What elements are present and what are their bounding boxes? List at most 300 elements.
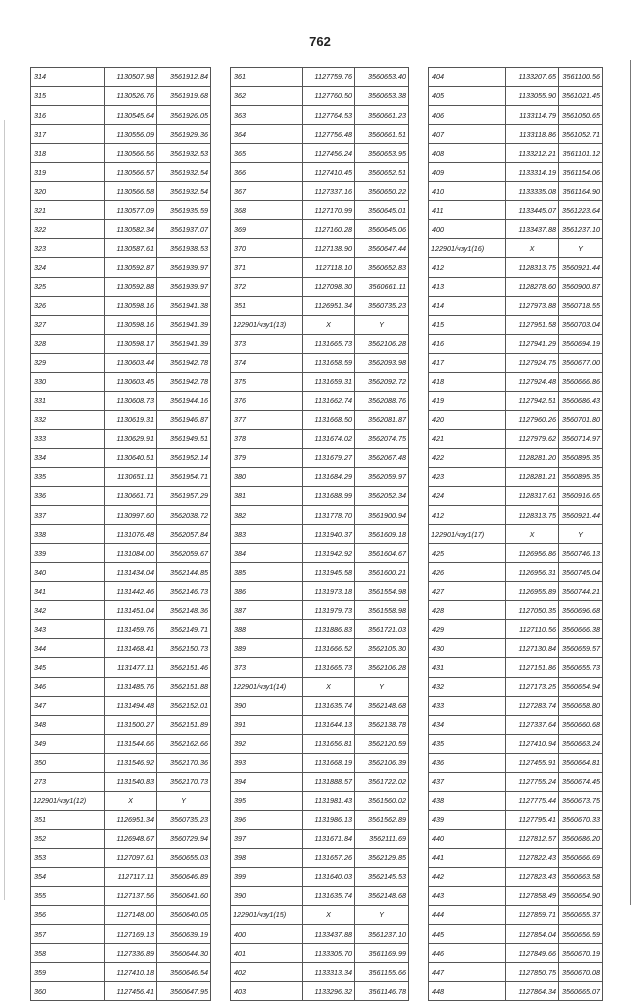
point-number: 405 xyxy=(429,87,506,106)
point-number: 326 xyxy=(31,296,105,315)
x-coordinate: 1131886.83 xyxy=(303,620,355,639)
point-number: 420 xyxy=(429,410,506,429)
y-coordinate: 3561944.16 xyxy=(157,391,211,410)
x-coordinate: 1130566.56 xyxy=(105,144,157,163)
point-number: 428 xyxy=(429,601,506,620)
section-header-row xyxy=(231,906,409,925)
x-column-header: X xyxy=(105,791,157,810)
section-label: 122901/чзу1(12) xyxy=(31,791,105,810)
table-row xyxy=(429,734,603,753)
point-number: 364 xyxy=(231,125,303,144)
point-number: 388 xyxy=(231,620,303,639)
table-row xyxy=(429,125,603,144)
x-coordinate: 1133445.07 xyxy=(506,201,559,220)
x-coordinate: 1127336.89 xyxy=(105,944,157,963)
x-coordinate: 1127283.74 xyxy=(506,696,559,715)
point-number: 412 xyxy=(429,258,506,277)
x-coordinate: 1127160.28 xyxy=(303,220,355,239)
table-row xyxy=(231,163,409,182)
table-row xyxy=(31,429,211,448)
x-coordinate: 1131973.18 xyxy=(303,582,355,601)
point-number: 432 xyxy=(429,677,506,696)
x-coordinate: 1126951.34 xyxy=(303,296,355,315)
y-coordinate: 3560661.11 xyxy=(355,277,409,296)
y-coordinate: 3560735.23 xyxy=(157,810,211,829)
y-coordinate: 3560653.38 xyxy=(355,87,409,106)
point-number: 316 xyxy=(31,106,105,125)
y-coordinate: 3560655.37 xyxy=(559,906,603,925)
y-coordinate: 3561050.65 xyxy=(559,106,603,125)
table-row xyxy=(429,296,603,315)
x-coordinate: 1131945.58 xyxy=(303,563,355,582)
y-coordinate: 3560895.35 xyxy=(559,448,603,467)
table-row xyxy=(231,506,409,525)
y-coordinate: 3560652.51 xyxy=(355,163,409,182)
y-coordinate: 3562081.87 xyxy=(355,410,409,429)
table-row xyxy=(231,487,409,506)
table-row xyxy=(429,601,603,620)
x-coordinate: 1131540.83 xyxy=(105,772,157,791)
section-label: 122901/чзу1(17) xyxy=(429,525,506,544)
point-number: 317 xyxy=(31,125,105,144)
table-row xyxy=(31,772,211,791)
table-row xyxy=(31,696,211,715)
x-coordinate: 1130603.44 xyxy=(105,353,157,372)
section-header-row xyxy=(429,239,603,258)
y-coordinate: 3560663.58 xyxy=(559,867,603,886)
point-number: 328 xyxy=(31,334,105,353)
point-number: 371 xyxy=(231,258,303,277)
y-coordinate: 3562162.66 xyxy=(157,734,211,753)
y-coordinate: 3562151.46 xyxy=(157,658,211,677)
table-row xyxy=(429,391,603,410)
point-number: 416 xyxy=(429,334,506,353)
point-number: 332 xyxy=(31,410,105,429)
y-column-header: Y xyxy=(355,677,409,696)
point-number: 315 xyxy=(31,87,105,106)
table-row xyxy=(429,353,603,372)
x-coordinate: 1131665.73 xyxy=(303,658,355,677)
table-row xyxy=(31,734,211,753)
x-coordinate: 1130603.45 xyxy=(105,372,157,391)
x-coordinate: 1131442.46 xyxy=(105,582,157,601)
point-number: 330 xyxy=(31,372,105,391)
y-coordinate: 3560658.80 xyxy=(559,696,603,715)
y-coordinate: 3560650.22 xyxy=(355,182,409,201)
table-row xyxy=(231,791,409,810)
table-row xyxy=(429,106,603,125)
section-label: 122901/чзу1(15) xyxy=(231,906,303,925)
y-coordinate: 3560900.87 xyxy=(559,277,603,296)
table-row xyxy=(31,887,211,906)
x-coordinate: 1126955.89 xyxy=(506,582,559,601)
x-coordinate: 1131986.13 xyxy=(303,810,355,829)
table-row xyxy=(31,391,211,410)
point-number: 381 xyxy=(231,487,303,506)
y-coordinate: 3560666.86 xyxy=(559,372,603,391)
y-coordinate: 3560735.23 xyxy=(355,296,409,315)
table-row xyxy=(31,925,211,944)
point-number: 426 xyxy=(429,563,506,582)
table-row xyxy=(429,429,603,448)
x-coordinate: 1131494.48 xyxy=(105,696,157,715)
point-number: 422 xyxy=(429,448,506,467)
y-coordinate: 3560659.57 xyxy=(559,639,603,658)
point-number: 418 xyxy=(429,372,506,391)
section-header-row xyxy=(231,677,409,696)
x-coordinate: 1133305.70 xyxy=(303,944,355,963)
point-number: 435 xyxy=(429,734,506,753)
point-number: 325 xyxy=(31,277,105,296)
point-number: 436 xyxy=(429,753,506,772)
y-coordinate: 3561154.06 xyxy=(559,163,603,182)
table-row xyxy=(429,334,603,353)
point-number: 406 xyxy=(429,106,506,125)
y-coordinate: 3560646.89 xyxy=(157,867,211,886)
point-number: 338 xyxy=(31,525,105,544)
x-coordinate: 1131679.27 xyxy=(303,448,355,467)
x-coordinate: 1130592.88 xyxy=(105,277,157,296)
y-coordinate: 3561237.10 xyxy=(559,220,603,239)
y-coordinate: 3561952.14 xyxy=(157,448,211,467)
point-number: 434 xyxy=(429,715,506,734)
x-column-header: X xyxy=(506,239,559,258)
y-coordinate: 3561941.39 xyxy=(157,334,211,353)
point-number: 345 xyxy=(31,658,105,677)
x-coordinate: 1131635.74 xyxy=(303,887,355,906)
x-coordinate: 1131544.66 xyxy=(105,734,157,753)
y-coordinate: 3561937.07 xyxy=(157,220,211,239)
x-coordinate: 1130566.57 xyxy=(105,163,157,182)
point-number: 400 xyxy=(429,220,506,239)
x-coordinate: 1127764.53 xyxy=(303,106,355,125)
x-coordinate: 1127850.75 xyxy=(506,963,559,982)
x-coordinate: 1133314.19 xyxy=(506,163,559,182)
y-coordinate: 3560670.19 xyxy=(559,944,603,963)
table-row xyxy=(231,182,409,201)
y-coordinate: 3560646.54 xyxy=(157,963,211,982)
point-number: 374 xyxy=(231,353,303,372)
y-coordinate: 3560655.03 xyxy=(157,848,211,867)
x-coordinate: 1127130.84 xyxy=(506,639,559,658)
x-coordinate: 1130545.64 xyxy=(105,106,157,125)
table-row xyxy=(31,487,211,506)
table-row xyxy=(231,353,409,372)
x-coordinate: 1127822.43 xyxy=(506,848,559,867)
table-row xyxy=(429,506,603,525)
y-coordinate: 3562059.67 xyxy=(157,544,211,563)
y-coordinate: 3560686.20 xyxy=(559,829,603,848)
y-coordinate: 3561939.97 xyxy=(157,277,211,296)
point-number: 327 xyxy=(31,315,105,334)
point-number: 442 xyxy=(429,867,506,886)
point-number: 273 xyxy=(31,772,105,791)
x-coordinate: 1131942.92 xyxy=(303,544,355,563)
y-coordinate: 3561939.97 xyxy=(157,258,211,277)
table-row xyxy=(429,258,603,277)
y-coordinate: 3561237.10 xyxy=(355,925,409,944)
point-number: 352 xyxy=(31,829,105,848)
table-row xyxy=(429,906,603,925)
y-coordinate: 3562093.98 xyxy=(355,353,409,372)
scan-edge-mark xyxy=(630,60,631,905)
x-coordinate: 1131656.81 xyxy=(303,734,355,753)
x-coordinate: 1131979.73 xyxy=(303,601,355,620)
x-coordinate: 1127173.25 xyxy=(506,677,559,696)
y-coordinate: 3560647.95 xyxy=(157,982,211,1001)
x-coordinate: 1127455.91 xyxy=(506,753,559,772)
point-number: 410 xyxy=(429,182,506,201)
y-coordinate: 3561101.12 xyxy=(559,144,603,163)
point-number: 433 xyxy=(429,696,506,715)
table-row xyxy=(231,963,409,982)
y-coordinate: 3560895.35 xyxy=(559,467,603,486)
point-number: 333 xyxy=(31,429,105,448)
table-row xyxy=(231,753,409,772)
y-coordinate: 3561932.53 xyxy=(157,144,211,163)
point-number: 412 xyxy=(429,506,506,525)
point-number: 391 xyxy=(231,715,303,734)
y-coordinate: 3560647.44 xyxy=(355,239,409,258)
point-number: 408 xyxy=(429,144,506,163)
y-coordinate: 3562088.76 xyxy=(355,391,409,410)
y-coordinate: 3561554.98 xyxy=(355,582,409,601)
x-coordinate: 1131658.59 xyxy=(303,353,355,372)
x-column-header: X xyxy=(303,677,355,696)
table-row xyxy=(31,563,211,582)
x-coordinate: 1127148.00 xyxy=(105,906,157,925)
y-coordinate: 3562148.68 xyxy=(355,887,409,906)
y-coordinate: 3561722.02 xyxy=(355,772,409,791)
table-row xyxy=(231,772,409,791)
y-coordinate: 3560666.38 xyxy=(559,620,603,639)
table-row xyxy=(31,829,211,848)
x-coordinate: 1128317.61 xyxy=(506,487,559,506)
section-label: 122901/чзу1(16) xyxy=(429,239,506,258)
y-coordinate: 3561721.03 xyxy=(355,620,409,639)
y-coordinate: 3561912.84 xyxy=(157,68,211,87)
x-coordinate: 1131640.03 xyxy=(303,867,355,886)
table-row xyxy=(31,963,211,982)
x-coordinate: 1130598.16 xyxy=(105,315,157,334)
point-number: 375 xyxy=(231,372,303,391)
table-row xyxy=(429,544,603,563)
x-coordinate: 1133055.90 xyxy=(506,87,559,106)
y-coordinate: 3562074.75 xyxy=(355,429,409,448)
table-row xyxy=(231,258,409,277)
table-row xyxy=(231,68,409,87)
point-number: 373 xyxy=(231,658,303,677)
x-coordinate: 1130661.71 xyxy=(105,487,157,506)
y-coordinate: 3560641.60 xyxy=(157,887,211,906)
table-row xyxy=(429,68,603,87)
point-number: 365 xyxy=(231,144,303,163)
y-column-header: Y xyxy=(559,525,603,544)
point-number: 439 xyxy=(429,810,506,829)
point-number: 341 xyxy=(31,582,105,601)
x-coordinate: 1127942.51 xyxy=(506,391,559,410)
x-coordinate: 1131434.04 xyxy=(105,563,157,582)
x-coordinate: 1131665.73 xyxy=(303,334,355,353)
point-number: 393 xyxy=(231,753,303,772)
table-row xyxy=(429,163,603,182)
point-number: 379 xyxy=(231,448,303,467)
point-number: 413 xyxy=(429,277,506,296)
table-row xyxy=(231,372,409,391)
y-coordinate: 3560670.08 xyxy=(559,963,603,982)
point-number: 335 xyxy=(31,467,105,486)
y-coordinate: 3562146.73 xyxy=(157,582,211,601)
table-row xyxy=(429,715,603,734)
x-coordinate: 1131668.50 xyxy=(303,410,355,429)
x-coordinate: 1127169.13 xyxy=(105,925,157,944)
y-coordinate: 3562111.69 xyxy=(355,829,409,848)
x-coordinate: 1127098.30 xyxy=(303,277,355,296)
scan-edge-mark xyxy=(4,120,5,900)
y-coordinate: 3562106.28 xyxy=(355,658,409,677)
y-coordinate: 3560714.97 xyxy=(559,429,603,448)
y-coordinate: 3561560.02 xyxy=(355,791,409,810)
y-coordinate: 3561919.68 xyxy=(157,87,211,106)
x-coordinate: 1131468.41 xyxy=(105,639,157,658)
x-coordinate: 1127118.10 xyxy=(303,258,355,277)
x-coordinate: 1131459.76 xyxy=(105,620,157,639)
point-number: 404 xyxy=(429,68,506,87)
section-label: 122901/чзу1(14) xyxy=(231,677,303,696)
x-coordinate: 1133118.86 xyxy=(506,125,559,144)
table-row xyxy=(231,525,409,544)
table-row xyxy=(31,125,211,144)
page-number: 762 xyxy=(309,34,331,49)
x-coordinate: 1133114.79 xyxy=(506,106,559,125)
x-coordinate: 1127859.71 xyxy=(506,906,559,925)
y-column-header: Y xyxy=(355,906,409,925)
x-coordinate: 1127849.66 xyxy=(506,944,559,963)
point-number: 443 xyxy=(429,887,506,906)
point-number: 323 xyxy=(31,239,105,258)
point-number: 383 xyxy=(231,525,303,544)
y-coordinate: 3562129.85 xyxy=(355,848,409,867)
y-coordinate: 3560670.33 xyxy=(559,810,603,829)
x-coordinate: 1127410.18 xyxy=(105,963,157,982)
point-number: 445 xyxy=(429,925,506,944)
y-coordinate: 3561164.90 xyxy=(559,182,603,201)
x-coordinate: 1130577.09 xyxy=(105,201,157,220)
y-coordinate: 3561146.78 xyxy=(355,982,409,1001)
y-coordinate: 3562038.72 xyxy=(157,506,211,525)
table-row xyxy=(231,144,409,163)
x-coordinate: 1130592.87 xyxy=(105,258,157,277)
y-coordinate: 3560701.80 xyxy=(559,410,603,429)
y-coordinate: 3560921.44 xyxy=(559,258,603,277)
table-row xyxy=(231,829,409,848)
table-row xyxy=(231,391,409,410)
x-coordinate: 1127979.62 xyxy=(506,429,559,448)
x-coordinate: 1131644.13 xyxy=(303,715,355,734)
y-coordinate: 3561052.71 xyxy=(559,125,603,144)
y-coordinate: 3561942.78 xyxy=(157,372,211,391)
table-row xyxy=(429,867,603,886)
table-row xyxy=(231,887,409,906)
table-row xyxy=(31,258,211,277)
y-coordinate: 3562067.48 xyxy=(355,448,409,467)
y-coordinate: 3561935.59 xyxy=(157,201,211,220)
x-coordinate: 1127924.48 xyxy=(506,372,559,391)
section-header-row xyxy=(231,315,409,334)
point-number: 321 xyxy=(31,201,105,220)
y-coordinate: 3560666.69 xyxy=(559,848,603,867)
y-coordinate: 3562145.53 xyxy=(355,867,409,886)
table-body xyxy=(31,68,211,1001)
x-coordinate: 1131662.74 xyxy=(303,391,355,410)
x-coordinate: 1133296.32 xyxy=(303,982,355,1001)
x-coordinate: 1127410.94 xyxy=(506,734,559,753)
point-number: 355 xyxy=(31,887,105,906)
x-coordinate: 1131778.70 xyxy=(303,506,355,525)
point-number: 372 xyxy=(231,277,303,296)
y-coordinate: 3560663.24 xyxy=(559,734,603,753)
y-coordinate: 3562152.01 xyxy=(157,696,211,715)
x-coordinate: 1130507.98 xyxy=(105,68,157,87)
x-coordinate: 1127456.24 xyxy=(303,144,355,163)
table-row xyxy=(31,715,211,734)
table-row xyxy=(231,639,409,658)
point-number: 395 xyxy=(231,791,303,810)
x-coordinate: 1130608.73 xyxy=(105,391,157,410)
y-coordinate: 3561932.54 xyxy=(157,163,211,182)
table-row xyxy=(231,715,409,734)
point-number: 397 xyxy=(231,829,303,848)
y-coordinate: 3560696.68 xyxy=(559,601,603,620)
x-coordinate: 1126956.86 xyxy=(506,544,559,563)
x-coordinate: 1131684.29 xyxy=(303,467,355,486)
x-coordinate: 1130598.17 xyxy=(105,334,157,353)
table-row xyxy=(31,467,211,486)
x-coordinate: 1126948.67 xyxy=(105,829,157,848)
y-coordinate: 3561957.29 xyxy=(157,487,211,506)
table-row xyxy=(231,810,409,829)
x-coordinate: 1127941.29 xyxy=(506,334,559,353)
point-number: 319 xyxy=(31,163,105,182)
x-coordinate: 1130619.31 xyxy=(105,410,157,429)
table-row xyxy=(231,848,409,867)
table-row xyxy=(31,220,211,239)
y-coordinate: 3560703.04 xyxy=(559,315,603,334)
y-coordinate: 3561926.05 xyxy=(157,106,211,125)
point-number: 369 xyxy=(231,220,303,239)
point-number: 376 xyxy=(231,391,303,410)
x-coordinate: 1127755.24 xyxy=(506,772,559,791)
point-number: 384 xyxy=(231,544,303,563)
x-coordinate: 1127138.90 xyxy=(303,239,355,258)
table-row xyxy=(31,315,211,334)
x-coordinate: 1127050.35 xyxy=(506,601,559,620)
x-coordinate: 1126951.34 xyxy=(105,810,157,829)
x-coordinate: 1131485.76 xyxy=(105,677,157,696)
x-coordinate: 1131888.57 xyxy=(303,772,355,791)
point-number: 361 xyxy=(231,68,303,87)
point-number: 385 xyxy=(231,563,303,582)
table-row xyxy=(31,201,211,220)
point-number: 387 xyxy=(231,601,303,620)
point-number: 407 xyxy=(429,125,506,144)
y-coordinate: 3562057.84 xyxy=(157,525,211,544)
point-number: 402 xyxy=(231,963,303,982)
y-coordinate: 3560916.65 xyxy=(559,487,603,506)
point-number: 441 xyxy=(429,848,506,867)
table-row xyxy=(429,220,603,239)
x-coordinate: 1131666.52 xyxy=(303,639,355,658)
